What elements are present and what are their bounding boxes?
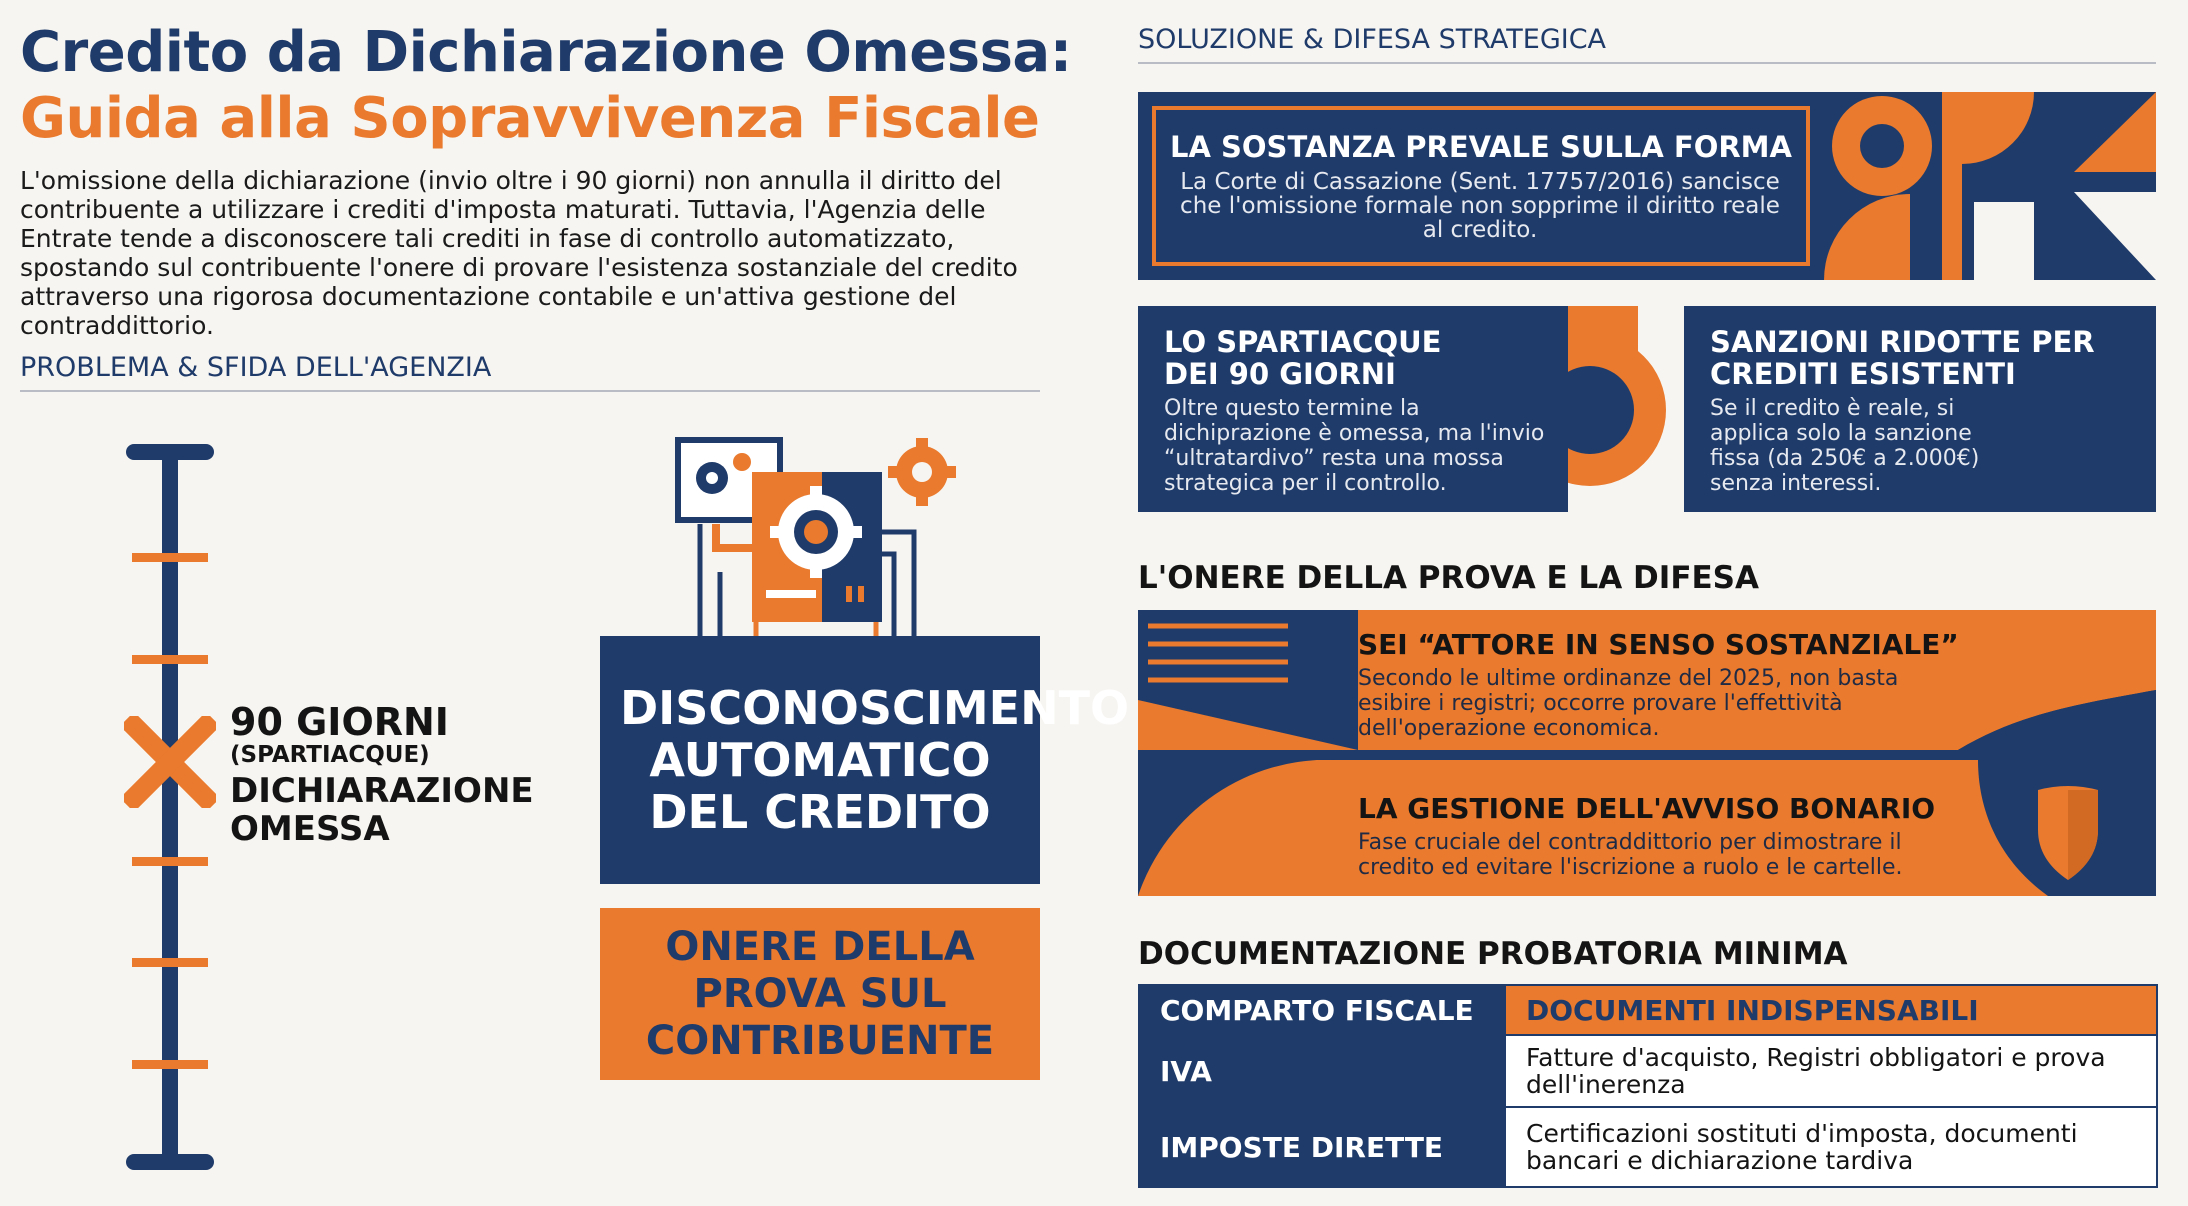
disconoscimento-box: [600, 636, 1130, 884]
timeline-label-main: 90 GIORNI: [230, 700, 449, 744]
table-cell: IMPOSTE DIRETTE: [1139, 1107, 1505, 1187]
ring-icon: [1568, 306, 1684, 512]
problem-divider: [20, 390, 1040, 392]
attore-body: Secondo le ultime ordinanze del 2025, non basta esibire i registri; occorre provare l'effettività dell'operazione economica.: [1358, 666, 1899, 741]
table-cell: Certificazioni sostituti d'imposta, documenti bancari e dichiarazione tardiva: [1505, 1107, 2157, 1187]
spartiacque-card: [1138, 306, 1568, 512]
timeline-tick: [132, 553, 208, 562]
table-row: [1139, 1035, 2157, 1107]
page-title-line2: Guida alla Sopravvivenza Fiscale: [20, 86, 1040, 151]
avviso-body: Fase cruciale del contraddittorio per dimostrare il credito ed evitare l'iscrizione a ruolo e le cartelle.: [1358, 830, 1903, 880]
onere-box: [600, 908, 1040, 1080]
table-cell: IVA: [1139, 1035, 1505, 1107]
disconoscimento-text: DISCONOSCIMENTO AUTOMATICO DEL CREDITO: [620, 681, 1130, 839]
sanzioni-card: [1684, 306, 2156, 512]
avviso-title: LA GESTIONE DELL'AVVISO BONARIO: [1358, 792, 1936, 825]
spartiacque-body: Oltre questo termine la dichiprazione è omessa, ma l'invio “ultratardivo” resta una mossa strategica per il controllo.: [1164, 396, 1545, 496]
onere-text: ONERE DELLA PROVA SUL CONTRIBUENTE: [645, 923, 995, 1064]
timeline-cap-bottom: [126, 1154, 214, 1170]
timeline-tick: [132, 1060, 208, 1069]
burden-heading: L'ONERE DELLA PROVA E LA DIFESA: [1138, 560, 1759, 596]
timeline-tick: [132, 655, 208, 664]
solution-heading: SOLUZIONE & DIFESA STRATEGICA: [1138, 24, 1607, 55]
timeline-tick: [132, 857, 208, 866]
timeline-tick: [132, 958, 208, 967]
documents-heading: DOCUMENTAZIONE PROBATORIA MINIMA: [1138, 936, 1848, 972]
sanzioni-body: Se il credito è reale, si applica solo la sanzione fissa (da 250€ a 2.000€) senza interessi.: [1710, 396, 1980, 496]
spartiacque-title: LO SPARTIACQUE DEI 90 GIORNI: [1164, 325, 1442, 391]
table-cell: Fatture d'acquisto, Registri obbligatori e prova dell'inerenza: [1505, 1035, 2157, 1107]
page-title-line1: Credito da Dichiarazione Omessa:: [20, 20, 1072, 85]
sostanza-title: LA SOSTANZA PREVALE SULLA FORMA: [1170, 130, 1792, 164]
table-header-cell: COMPARTO FISCALE: [1139, 985, 1505, 1035]
timeline-label-event: DICHIARAZIONE OMESSA: [230, 771, 534, 849]
attore-title: SEI “ATTORE IN SENSO SOSTANZIALE”: [1358, 628, 1959, 661]
table-header-cell: DOCUMENTI INDISPENSABILI: [1505, 985, 2157, 1035]
geometric-decoration: [1824, 92, 2156, 280]
table-row: [1139, 1107, 2157, 1187]
timeline-cap-top: [126, 444, 214, 460]
sostanza-body: La Corte di Cassazione (Sent. 17757/2016) sancisce che l'omissione formale non sopprime il diritto reale al credito.: [1180, 169, 1780, 243]
table-header-row: [1139, 985, 2157, 1035]
gears-screen-icon: [670, 432, 970, 640]
problem-heading: PROBLEMA & SFIDA DELL'AGENZIA: [20, 352, 492, 383]
documents-table: [1138, 984, 2158, 1188]
cross-marker-icon: [124, 716, 216, 808]
intro-paragraph: L'omissione della dichiarazione (invio oltre i 90 giorni) non annulla il diritto del contribuente a utilizzare i crediti d'imposta maturati. Tuttavia, l'Agenzia delle Entrate tende a disconoscere tali crediti in fase di controllo automatizzato, spostando sul contribuente l'onere di provare l'esistenza sostanziale del credito attraverso una rigorosa documentazione contabile e un'attiva gestione del contraddittorio.: [20, 166, 1018, 340]
solution-divider: [1138, 62, 2156, 64]
sanzioni-title: SANZIONI RIDOTTE PER CREDITI ESISTENTI: [1710, 325, 2095, 391]
timeline-label-sub: (SPARTIACQUE): [230, 742, 430, 768]
